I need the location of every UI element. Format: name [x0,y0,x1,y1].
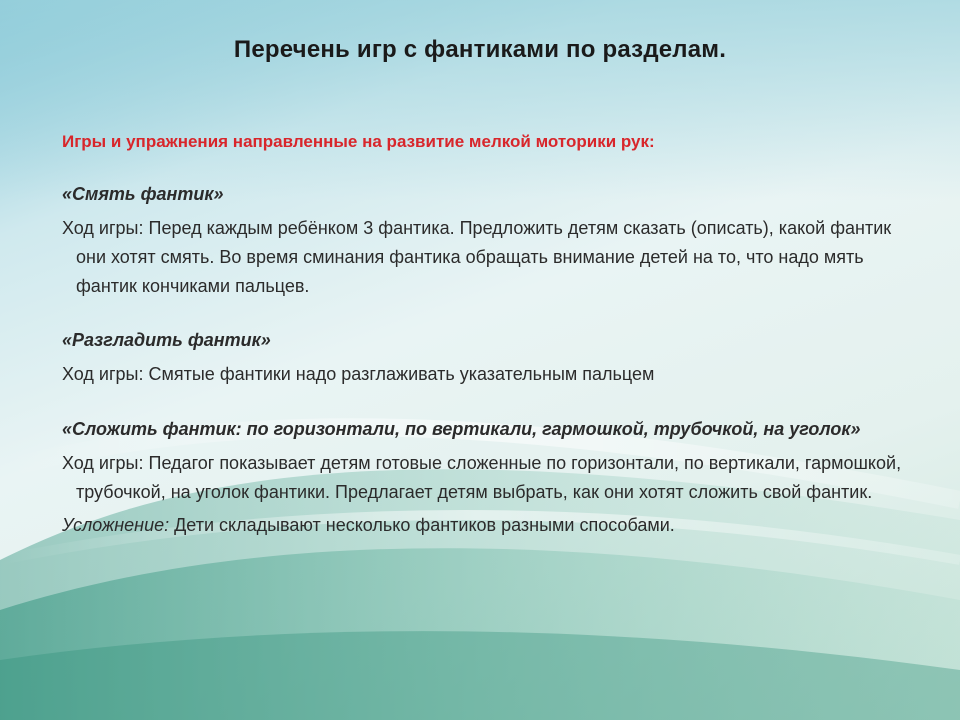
game-title: «Смять фантик» [62,184,224,204]
game-item [62,415,902,507]
complication [62,511,902,540]
game-title: «Сложить фантик: по горизонтали, по вертикали, гармошкой, трубочкой, на уголок» [62,419,861,439]
complication-label: Усложнение: [62,515,170,535]
game-description [62,449,902,507]
game-description [62,360,902,389]
slide-body [62,128,902,540]
page-title: Перечень игр с фантиками по разделам. [233,36,727,63]
game-label: Ход игры: [62,364,149,384]
game-label: Ход игры: [62,453,149,473]
game-text: Смятые фантики надо разглаживать указательным пальцем [148,364,655,384]
game-item [62,327,902,389]
game-label: Ход игры: [62,218,149,238]
game-text: Перед каждым ребёнком 3 фантика. Предложить детям сказать (описать), какой фантик они хотят смять. Во время сминания фантика обращать внимание детей на то, что надо мять фантик кончиками пальцев. [76,218,892,296]
game-description [62,214,902,301]
game-text: Педагог показывает детям готовые сложенные по горизонтали, по вертикали, гармошкой, трубочкой, на уголок фантики. Предлагает детям выбрать, как они хотят сложить свой фантик. [76,453,902,502]
section-heading: Игры и упражнения направленные на развитие мелкой моторики рук: [62,132,655,151]
game-item [62,181,902,301]
game-title: «Разгладить фантик» [62,330,271,350]
complication-text: Дети складывают несколько фантиков разными способами. [169,515,675,535]
